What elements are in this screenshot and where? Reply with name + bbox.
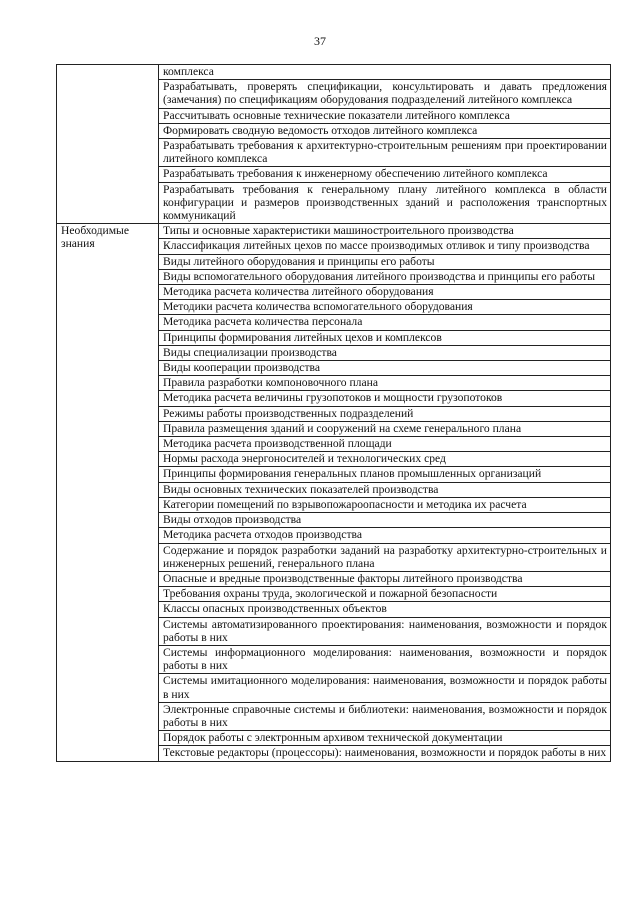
requirement-item: Требования охраны труда, экологической и пожарной безопасности: [159, 587, 611, 602]
table-row: [57, 224, 611, 239]
requirements-table: [56, 64, 611, 762]
requirement-item: Электронные справочные системы и библиотеки: наименования, возможности и порядок работы в них: [159, 702, 611, 730]
requirement-item: Типы и основные характеристики машиностроительного производства: [159, 224, 611, 239]
requirement-item: Принципы формирования генеральных планов промышленных организаций: [159, 467, 611, 482]
requirement-item: Порядок работы с электронным архивом технической документации: [159, 731, 611, 746]
requirement-item: Разрабатывать требования к архитектурно-строительным решениям при проектировании литейного комплекса: [159, 139, 611, 167]
requirement-item: Виды вспомогательного оборудования литейного производства и принципы его работы: [159, 269, 611, 284]
requirement-item: Разрабатывать требования к генеральному плану литейного комплекса в области конфигурации и размеров производственных зданий и расположения транспортных коммуникаций: [159, 182, 611, 224]
requirement-item: Системы автоматизированного проектирования: наименования, возможности и порядок работы в них: [159, 617, 611, 645]
requirement-item: Методика расчета производственной площади: [159, 437, 611, 452]
requirement-item: Методика расчета количества персонала: [159, 315, 611, 330]
requirement-item: Формировать сводную ведомость отходов литейного комплекса: [159, 123, 611, 138]
requirement-item: Методика расчета величины грузопотоков и мощности грузопотоков: [159, 391, 611, 406]
table-body: [57, 65, 611, 762]
requirement-item: Классы опасных производственных объектов: [159, 602, 611, 617]
requirement-item: Методика расчета отходов производства: [159, 528, 611, 543]
requirement-item: Текстовые редакторы (процессоры): наименования, возможности и порядок работы в них: [159, 746, 611, 761]
requirement-item: Рассчитывать основные технические показатели литейного комплекса: [159, 108, 611, 123]
requirement-item: Содержание и порядок разработки заданий на разработку архитектурно-строительных и инженерных решений, генерального плана: [159, 543, 611, 571]
section-label-continued: [57, 65, 159, 224]
requirement-item: Виды литейного оборудования и принципы его работы: [159, 254, 611, 269]
page-number: 37: [314, 34, 326, 48]
requirement-item: Принципы формирования литейных цехов и комплексов: [159, 330, 611, 345]
requirement-item: Правила разработки компоновочного плана: [159, 376, 611, 391]
section-label-knowledge: Необходимые знания: [57, 224, 159, 761]
requirement-item: Классификация литейных цехов по массе производимых отливок и типу производства: [159, 239, 611, 254]
requirement-item: Виды отходов производства: [159, 513, 611, 528]
requirement-item: Разрабатывать, проверять спецификации, консультировать и давать предложения (замечания) по спецификациям оборудования подразделений литейного комплекса: [159, 80, 611, 108]
requirement-item: Системы информационного моделирования: наименования, возможности и порядок работы в них: [159, 645, 611, 673]
requirement-item: Категории помещений по взрывопожароопасности и методика их расчета: [159, 497, 611, 512]
requirement-item: Правила размещения зданий и сооружений на схеме генерального плана: [159, 421, 611, 436]
requirement-item: Методики расчета количества вспомогательного оборудования: [159, 300, 611, 315]
requirement-item: Методика расчета количества литейного оборудования: [159, 285, 611, 300]
requirement-item: Системы имитационного моделирования: наименования, возможности и порядок работы в них: [159, 674, 611, 702]
table-row: [57, 65, 611, 80]
requirement-item: комплекса: [159, 65, 611, 80]
requirement-item: Разрабатывать требования к инженерному обеспечению литейного комплекса: [159, 167, 611, 182]
requirement-item: Виды кооперации производства: [159, 361, 611, 376]
requirement-item: Режимы работы производственных подразделений: [159, 406, 611, 421]
requirement-item: Нормы расхода энергоносителей и технологических сред: [159, 452, 611, 467]
requirement-item: Виды основных технических показателей производства: [159, 482, 611, 497]
requirement-item: Виды специализации производства: [159, 345, 611, 360]
requirement-item: Опасные и вредные производственные факторы литейного производства: [159, 571, 611, 586]
